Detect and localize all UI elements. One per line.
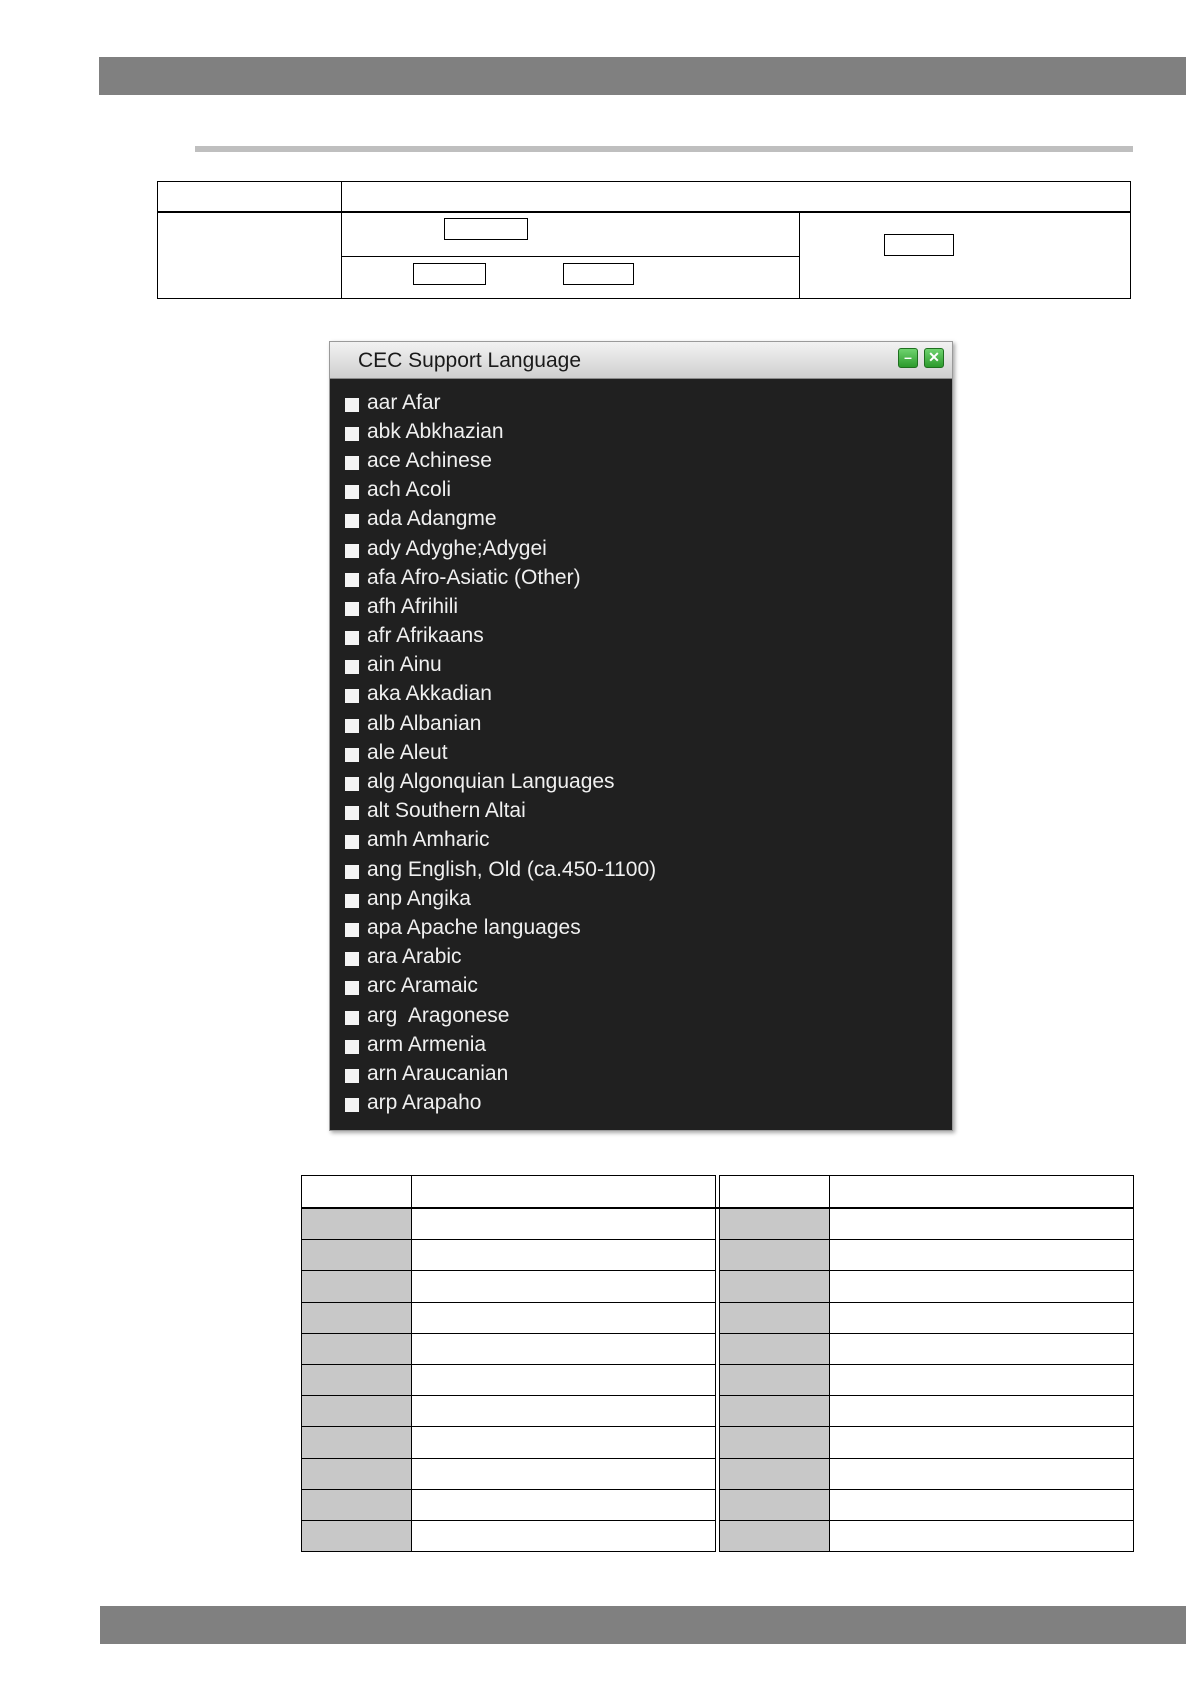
list-item[interactable] bbox=[345, 709, 935, 738]
language-label: afr Afrikaans bbox=[367, 624, 484, 648]
list-item[interactable] bbox=[345, 943, 935, 972]
table-row bbox=[302, 1520, 1134, 1551]
settings-button-1[interactable] bbox=[444, 218, 528, 240]
list-item[interactable] bbox=[345, 1059, 935, 1088]
table-header-row bbox=[302, 1176, 1134, 1209]
language-label: arm Armenia bbox=[367, 1032, 487, 1056]
list-item[interactable] bbox=[345, 884, 935, 913]
settings-table bbox=[157, 181, 1131, 299]
table-row bbox=[302, 1364, 1134, 1395]
language-label: ang English, Old (ca.450-1100) bbox=[367, 857, 657, 881]
table-row bbox=[302, 1271, 1134, 1302]
window-title: CEC Support Language bbox=[358, 349, 581, 372]
checkbox[interactable] bbox=[345, 981, 359, 995]
checkbox[interactable] bbox=[345, 1069, 359, 1083]
checkbox[interactable] bbox=[345, 427, 359, 441]
settings-button-4[interactable] bbox=[884, 234, 954, 256]
checkbox[interactable] bbox=[345, 952, 359, 966]
list-item[interactable] bbox=[345, 855, 935, 884]
window-title-bar bbox=[330, 342, 952, 379]
table-row bbox=[302, 1333, 1134, 1364]
list-item[interactable] bbox=[345, 913, 935, 942]
checkbox[interactable] bbox=[345, 1011, 359, 1025]
language-code-table bbox=[301, 1175, 1134, 1552]
list-item[interactable] bbox=[345, 826, 935, 855]
list-item[interactable] bbox=[345, 417, 935, 446]
table-row bbox=[302, 1302, 1134, 1333]
checkbox[interactable] bbox=[345, 865, 359, 879]
list-item[interactable] bbox=[345, 534, 935, 563]
cec-support-language-window bbox=[329, 341, 953, 1131]
list-item[interactable] bbox=[345, 738, 935, 767]
section-rule bbox=[195, 146, 1133, 152]
checkbox[interactable] bbox=[345, 689, 359, 703]
checkbox[interactable] bbox=[345, 894, 359, 908]
table-row bbox=[302, 1208, 1134, 1240]
list-item[interactable] bbox=[345, 1089, 935, 1118]
language-label: abk Abkhazian bbox=[367, 419, 504, 443]
header-bar bbox=[99, 57, 1186, 95]
language-label: ada Adangme bbox=[367, 507, 497, 531]
list-item[interactable] bbox=[345, 563, 935, 592]
table-row bbox=[302, 1396, 1134, 1427]
list-item[interactable] bbox=[345, 797, 935, 826]
list-item[interactable] bbox=[345, 1030, 935, 1059]
language-list bbox=[345, 388, 935, 1118]
language-label: ace Achinese bbox=[367, 448, 492, 472]
language-label: ale Aleut bbox=[367, 740, 448, 764]
language-label: afh Afrihili bbox=[367, 594, 459, 618]
list-item[interactable] bbox=[345, 592, 935, 621]
checkbox[interactable] bbox=[345, 777, 359, 791]
checkbox[interactable] bbox=[345, 573, 359, 587]
list-item[interactable] bbox=[345, 446, 935, 475]
list-item[interactable] bbox=[345, 972, 935, 1001]
language-label: ain Ainu bbox=[367, 653, 442, 677]
language-label: arc Aramaic bbox=[367, 974, 478, 998]
language-label: arn Araucanian bbox=[367, 1061, 509, 1085]
language-label: afa Afro-Asiatic (Other) bbox=[367, 565, 581, 589]
close-icon[interactable]: ✕ bbox=[924, 348, 944, 368]
language-label: aar Afar bbox=[367, 390, 441, 414]
language-label: amh Amharic bbox=[367, 828, 490, 852]
footer-bar bbox=[100, 1606, 1186, 1644]
checkbox[interactable] bbox=[345, 485, 359, 499]
language-label: ara Arabic bbox=[367, 945, 462, 969]
checkbox[interactable] bbox=[345, 1098, 359, 1112]
language-label: apa Apache languages bbox=[367, 915, 581, 939]
minimize-icon[interactable]: – bbox=[898, 348, 918, 368]
list-item[interactable] bbox=[345, 680, 935, 709]
language-label: arg Aragonese bbox=[367, 1003, 510, 1027]
table-row bbox=[302, 1240, 1134, 1271]
language-label: alt Southern Altai bbox=[367, 799, 526, 823]
checkbox[interactable] bbox=[345, 923, 359, 937]
language-label: ach Acoli bbox=[367, 478, 452, 502]
checkbox[interactable] bbox=[345, 748, 359, 762]
language-label: alg Algonquian Languages bbox=[367, 770, 615, 794]
settings-button-2[interactable] bbox=[413, 263, 486, 285]
settings-button-3[interactable] bbox=[563, 263, 634, 285]
checkbox[interactable] bbox=[345, 514, 359, 528]
list-item[interactable] bbox=[345, 651, 935, 680]
list-item[interactable] bbox=[345, 1001, 935, 1030]
list-item[interactable] bbox=[345, 476, 935, 505]
checkbox[interactable] bbox=[345, 1040, 359, 1054]
checkbox[interactable] bbox=[345, 456, 359, 470]
checkbox[interactable] bbox=[345, 719, 359, 733]
table-row bbox=[302, 1489, 1134, 1520]
list-item[interactable] bbox=[345, 388, 935, 417]
language-label: alb Albanian bbox=[367, 711, 482, 735]
checkbox[interactable] bbox=[345, 631, 359, 645]
list-item[interactable] bbox=[345, 622, 935, 651]
checkbox[interactable] bbox=[345, 602, 359, 616]
checkbox[interactable] bbox=[345, 835, 359, 849]
checkbox[interactable] bbox=[345, 398, 359, 412]
table-row bbox=[302, 1458, 1134, 1489]
list-item[interactable] bbox=[345, 505, 935, 534]
language-label: arp Arapaho bbox=[367, 1091, 482, 1115]
table-row bbox=[302, 1427, 1134, 1458]
checkbox[interactable] bbox=[345, 544, 359, 558]
language-label: ady Adyghe;Adygei bbox=[367, 536, 547, 560]
language-label: aka Akkadian bbox=[367, 682, 492, 706]
language-label: anp Angika bbox=[367, 886, 471, 910]
checkbox[interactable] bbox=[345, 806, 359, 820]
checkbox[interactable] bbox=[345, 660, 359, 674]
list-item[interactable] bbox=[345, 767, 935, 796]
